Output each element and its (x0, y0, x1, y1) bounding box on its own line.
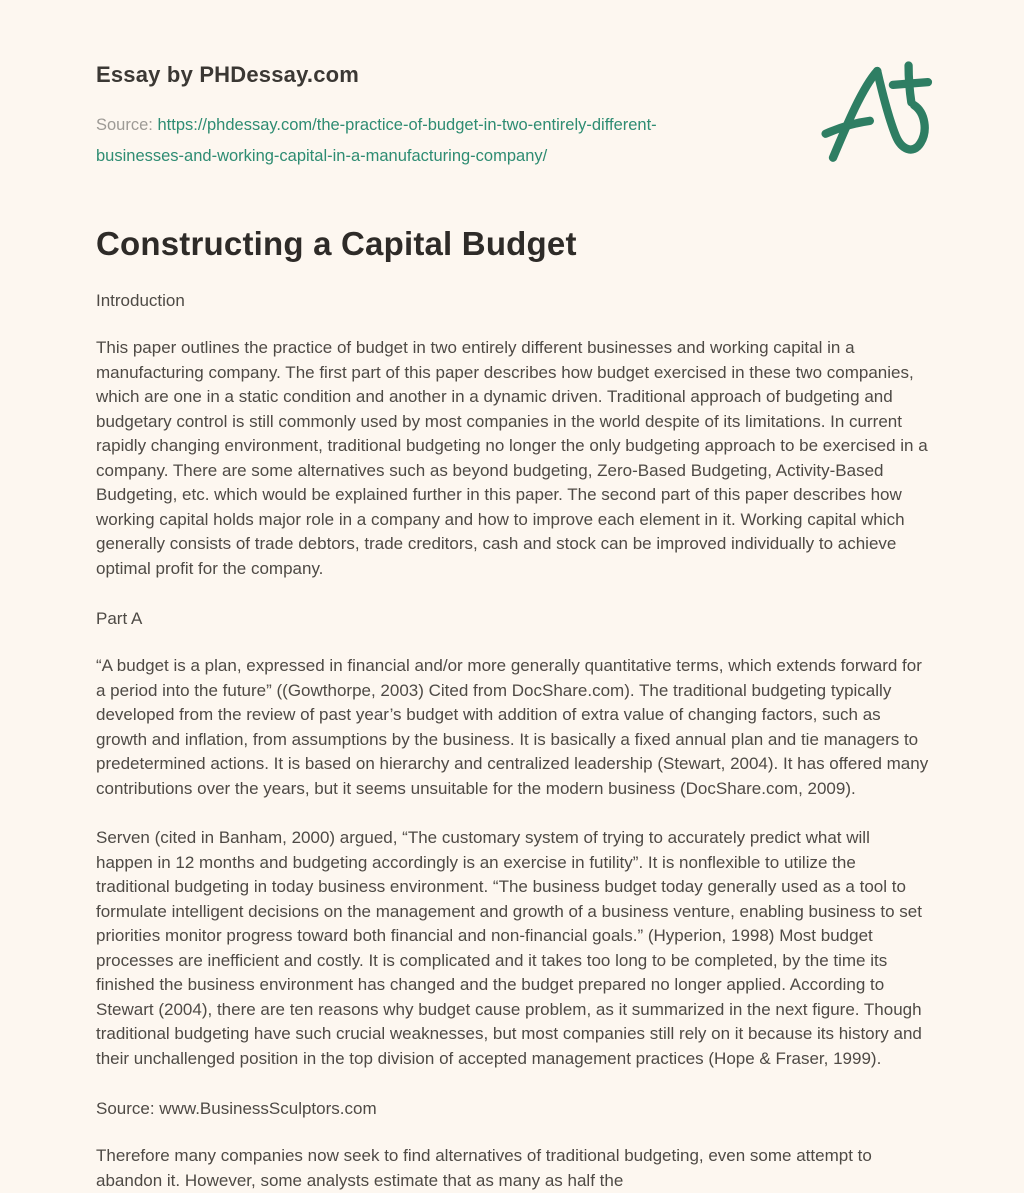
source-line (96, 110, 696, 171)
paragraph-alternatives-truncated: Therefore many companies now seek to find alternatives of traditional budgeting, even some attempt to abandon it. However, some analysts estimate that as many as half the (96, 1146, 872, 1190)
source-url-link[interactable]: https://phdessay.com/the-practice-of-budget-in-two-entirely-different-businesses-and-working-capital-in-a-manufacturing-company/ (96, 116, 657, 165)
figure-source-label: Source: www.BusinessSculptors.com (96, 1099, 377, 1119)
paragraph-serven-argument: Serven (cited in Banham, 2000) argued, “The customary system of trying to accurately predict what will happen in 12 months and budgeting accordingly is an exercise in futility”. It is nonflexible to utilize the traditional budgeting in today business environment. “The business budget today generally used as a tool to formulate intelligent decisions on the management and growth of a business venture, enabling business to set priorities monitor progress toward both financial and non-financial goals.” (Hyperion, 1998) Most budget processes are inefficient and costly. It is complicated and it takes too long to be completed, by the time its finished the business environment has changed and the budget prepared no longer applied. According to Stewart (2004), there are ten reasons why budget cause problem, as it summarized in the next figure. Though traditional budgeting have such crucial weaknesses, but most companies still rely on it because its history and their unchallenged position in the top division of accepted management practices (Hope & Fraser, 1999). (96, 828, 922, 1068)
intro-label: Introduction (96, 291, 185, 311)
paragraph-introduction: This paper outlines the practice of budget in two entirely different businesses and working capital in a manufacturing company. The first part of this paper describes how budget exercised in these two companies, which are one in a static condition and another in a dynamic driven. Traditional approach of budgeting and budgetary control is still commonly used by most companies in the world despite of its limitations. In current rapidly changing environment, traditional budgeting no longer the only budgeting approach to be exercised in a company. There are some alternatives such as beyond budgeting, Zero-Based Budgeting, Activity-Based Budgeting, etc. which would be explained further in this paper. The second part of this paper describes how working capital holds major role in a company and how to improve each element in it. Working capital which generally consists of trade debtors, trade creditors, cash and stock can be improved individually to achieve optimal profit for the company. (96, 338, 928, 578)
essay-title: Constructing a Capital Budget (96, 225, 577, 263)
source-label: Source: (96, 116, 153, 134)
a-plus-logo-icon (820, 60, 940, 166)
essay-byline: Essay by PHDessay.com (96, 62, 360, 87)
part-a-label: Part A (96, 609, 143, 629)
paragraph-budget-definition: “A budget is a plan, expressed in financial and/or more generally quantitative terms, which extends forward for a period into the future” ((Gowthorpe, 2003) Cited from DocShare.com). The traditional budgeting typically developed from the review of past year’s budget with addition of extra value of changing factors, such as growth and inflation, from assumptions by the business. It is basically a fixed annual plan and tie managers to predetermined actions. It is based on hierarchy and centralized leadership (Stewart, 2004). It has offered many contributions over the years, but it seems unsuitable for the modern business (DocShare.com, 2009). (96, 656, 929, 798)
